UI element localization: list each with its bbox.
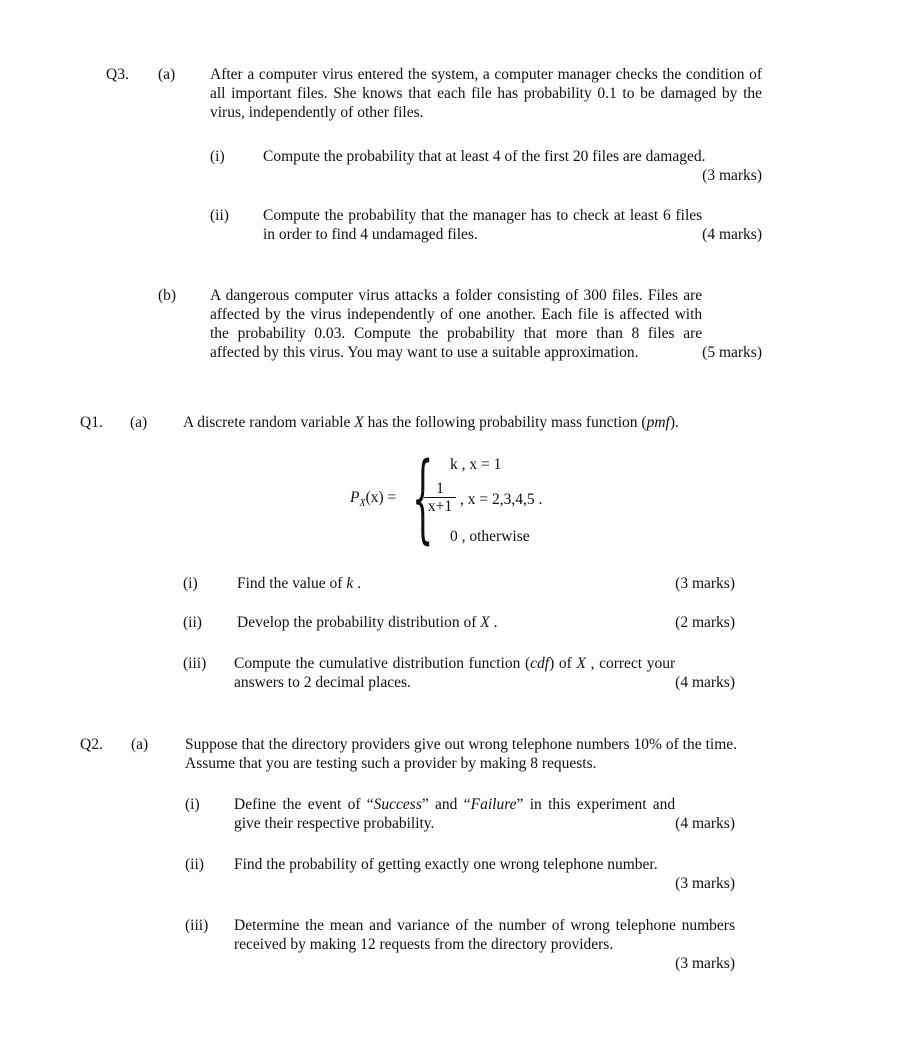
pmf-lhs (350, 488, 396, 513)
pmf-frac-num: 1 (424, 480, 456, 498)
q1aii-marks: (2 marks) (675, 614, 735, 631)
q1a-abbr: pmf (646, 414, 670, 431)
q3ai-marks: (3 marks) (702, 167, 762, 184)
q1aiii-text2: ) of (549, 655, 577, 672)
q3a-text: After a computer virus entered the system, a computer manager checks the condition of all important files. She knows that each file has probability 0.1 to be damaged by the virus, independently of other files. (210, 66, 762, 121)
q3aii-text (263, 206, 762, 244)
q3aii-label: (ii) (210, 207, 229, 224)
q1aiii-label: (iii) (183, 655, 207, 672)
pmf-brace: { (412, 442, 434, 554)
q2aii-question: Find the probability of getting exactly one wrong telephone number. (234, 856, 658, 873)
q1ai-marks: (3 marks) (675, 575, 735, 592)
q2a-text: Suppose that the directory providers give out wrong telephone numbers 10% of the time. Assume that you are testing such a provider by making 8 requests. (185, 736, 737, 772)
pmf-fraction (424, 480, 456, 515)
q1-label: Q1. (80, 414, 103, 431)
q1ai-end: . (353, 575, 361, 592)
q1aii-label: (ii) (183, 614, 202, 631)
q3-label: Q3. (106, 66, 129, 83)
q1ai-question: Find the value of (237, 575, 347, 592)
q2aii-marks: (3 marks) (675, 875, 735, 892)
q3b-label: (b) (158, 287, 177, 304)
q2-label: Q2. (80, 736, 103, 753)
q1a-var: X (354, 414, 364, 431)
q2aii-text (234, 855, 735, 893)
q1aiii-text3: , correct your answers to 2 decimal places. (234, 655, 676, 691)
q2ai-text (234, 795, 735, 833)
q1aiii-question: Compute the cumulative distribution function ( (234, 655, 531, 672)
q1a-text-prefix: A discrete random variable (183, 414, 355, 431)
q1ai-text (237, 574, 735, 593)
q2ai-suffix: ” in this experiment and give their respective probability. (234, 796, 676, 832)
pmf-equation (350, 442, 610, 554)
q2aiii-marks: (3 marks) (675, 955, 735, 972)
q3ai-label: (i) (210, 148, 225, 165)
q3b-marks: (5 marks) (702, 344, 762, 361)
q1aii-end: . (489, 614, 498, 631)
q3aii-question: Compute the probability that the manager has to check at least 6 files in order to find 4 undamaged files. (263, 207, 703, 243)
q2aiii-text (234, 916, 735, 973)
q1a-text-mid: has the following probability mass function ( (363, 414, 647, 431)
q1ai-var: k (346, 575, 354, 592)
q3ai-text (263, 147, 762, 185)
q3ai-question: Compute the probability that at least 4 of the first 20 files are damaged. (263, 148, 706, 165)
q1aiii-marks: (4 marks) (675, 674, 735, 691)
q3aii-marks: (4 marks) (702, 226, 762, 243)
pmf-case-1: k , x = 1 (450, 456, 502, 473)
q2aii-label: (ii) (185, 856, 204, 873)
q1a-text-suffix: ). (669, 414, 679, 431)
q2ai-label: (i) (185, 796, 200, 813)
q3a-label: (a) (158, 66, 176, 83)
q2ai-success: Success (373, 796, 422, 813)
q2ai-mid: ” and “ (421, 796, 471, 813)
pmf-lhs-sub: X (359, 498, 366, 510)
q1aii-var: X (480, 614, 490, 631)
q1aiii-abbr: cdf (530, 655, 550, 672)
q2ai-failure: Failure (470, 796, 517, 813)
q2aiii-label: (iii) (185, 917, 209, 934)
pmf-case-3: 0 , otherwise (450, 528, 530, 545)
q1a-text (183, 413, 679, 432)
q2ai-marks: (4 marks) (675, 815, 735, 832)
q2a-label: (a) (131, 736, 149, 753)
pmf-lhs-arg: (x) = (365, 489, 397, 506)
q1aiii-text (234, 654, 735, 692)
q1ai-label: (i) (183, 575, 198, 592)
q1aiii-var: X (576, 655, 586, 672)
pmf-lhs-p: P (350, 489, 360, 506)
q1aii-question: Develop the probability distribution of (237, 614, 481, 631)
q1aii-text (237, 613, 735, 632)
pmf-case-2: , x = 2,3,4,5 . (460, 491, 543, 508)
q2ai-prefix: Define the event of “ (234, 796, 374, 813)
q3b-question: A dangerous computer virus attacks a folder consisting of 300 files. Files are affected by the virus independently of one another. Each file is affected with the probability 0.03. Compute the probability that more than 8 files are affected by this virus. You may want to use a suitable approximation. (210, 287, 703, 361)
q1a-label: (a) (130, 414, 148, 431)
q3b-text (210, 286, 762, 362)
pmf-frac-den: x+1 (427, 498, 453, 515)
q2aiii-question: Determine the mean and variance of the number of wrong telephone numbers received by making 12 requests from the directory providers. (234, 917, 735, 953)
